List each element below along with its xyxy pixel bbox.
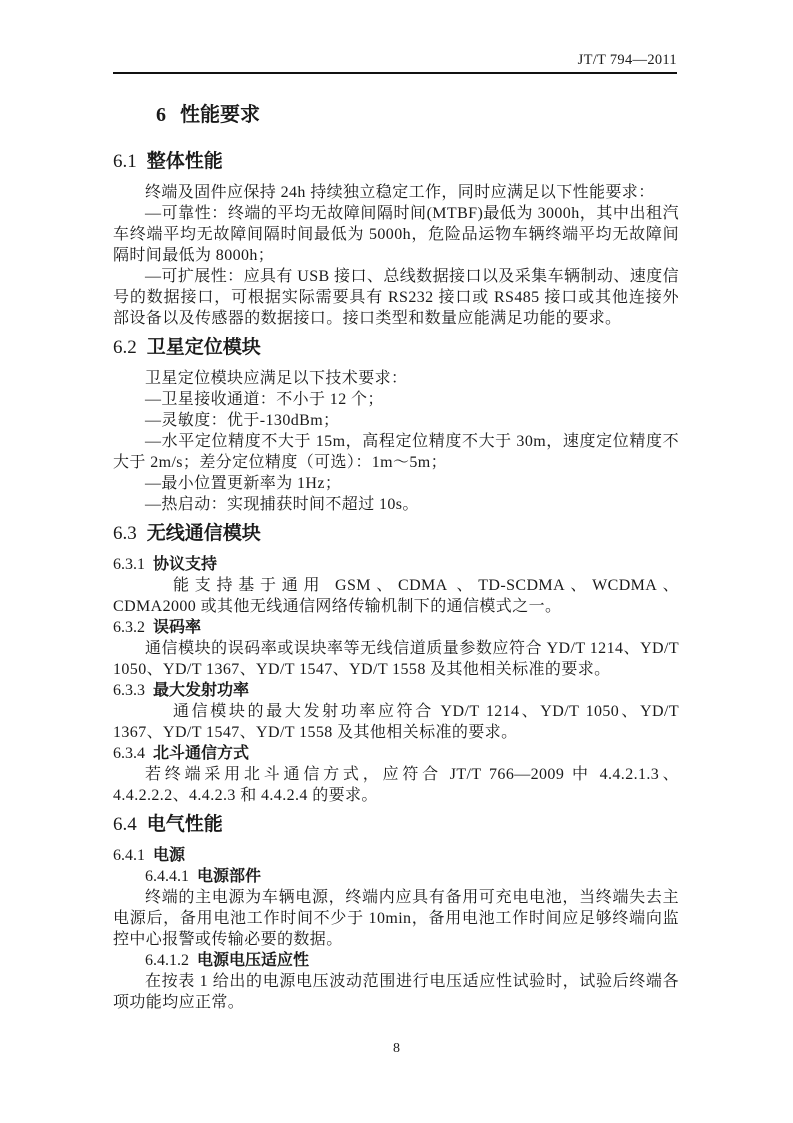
subsection-heading-6-4-1 (113, 845, 679, 866)
section-title: 卫星定位模块 (146, 337, 261, 358)
page-number: 8 (393, 1041, 400, 1056)
subsection-title: 误码率 (153, 619, 202, 636)
section-number: 6.4 (113, 814, 137, 835)
subsection-number: 6.3.1 (113, 556, 145, 573)
section-title: 整体性能 (146, 151, 223, 172)
paragraph: —可扩展性：应具有 USB 接口、总线数据接口以及采集车辆制动、速度信号的数据接口，可根据实际需要具有 RS232 接口或 RS485 接口或其他连接外部设备以及传感器的数据接口。接口类型和数量应能满足功能的要求。 (113, 268, 679, 327)
subsection-title: 电源 (153, 847, 186, 864)
section-title: 电气性能 (146, 814, 223, 835)
section-heading-6-1 (113, 151, 679, 173)
section-number: 6.1 (113, 151, 137, 172)
subsection-title: 最大发射功率 (153, 682, 250, 699)
list-item-paragraph: —水平定位精度不大于 15m，高程定位精度不大于 30m，速度定位精度不大于 2m/s；差分定位精度（可选）：1m～5m； (113, 433, 679, 471)
paragraph: 终端及固件应保持 24h 持续独立稳定工作，同时应满足以下性能要求： (145, 184, 655, 201)
list-item-paragraph: —热启动：实现捕获时间不超过 10s。 (145, 496, 419, 513)
subsection-number: 6.3.2 (113, 619, 145, 636)
paragraph: 终端的主电源为车辆电源，终端内应具有备用可充电电池，当终端失去主电源后，备用电池工作时间不少于 10min，备用电池工作时间应足够终端向监控中心报警或传输必要的数据。 (113, 889, 679, 948)
subsubsection-heading-6-4-4-1 (113, 866, 679, 887)
paragraph: 卫星定位模块应满足以下技术要求： (145, 370, 408, 387)
chapter-heading (113, 104, 679, 127)
subsection-heading-6-3-3 (113, 680, 679, 701)
section-number: 6.3 (113, 523, 137, 544)
subsubsection-heading-6-4-1-2 (113, 950, 679, 971)
section-heading-6-3 (113, 523, 679, 545)
list-item-paragraph: —最小位置更新率为 1Hz； (145, 475, 342, 492)
subsection-title: 协议支持 (153, 556, 218, 573)
subsection-title: 北斗通信方式 (153, 745, 250, 762)
document-content (113, 96, 679, 1013)
paragraph: 通信模块的误码率或误块率等无线信道质量参数应符合 YD/T 1214、YD/T 1050、YD/T 1367、YD/T 1547、YD/T 1558 及其他相关标准的要求。 (113, 640, 679, 678)
paragraph: —可靠性：终端的平均无故障间隔时间(MTBF)最低为 3000h，其中出租汽车终端平均无故障间隔时间最低为 5000h，危险品运物车辆终端平均无故障间隔时间最低为 8000h； (113, 205, 679, 264)
subsection-heading-6-3-4 (113, 743, 679, 764)
paragraph: 在按表 1 给出的电源电压波动范围进行电压适应性试验时，试验后终端各项功能均应正常。 (113, 973, 679, 1011)
running-header-doc-code: JT/T 794—2011 (577, 52, 677, 68)
subsection-number: 6.4.1 (113, 847, 145, 864)
section-heading-6-4 (113, 814, 679, 836)
section-title: 无线通信模块 (146, 523, 261, 544)
subsubsection-title: 电源部件 (197, 868, 262, 885)
paragraph: 能支持基于通用 GSM、CDMA 、TD-SCDMA、WCDMA、CDMA2000 或其他无线通信网络传输机制下的通信模式之一。 (113, 577, 679, 615)
section-heading-6-2 (113, 337, 679, 359)
chapter-title: 性能要求 (180, 104, 260, 126)
section-number: 6.2 (113, 337, 137, 358)
subsection-heading-6-3-1 (113, 554, 679, 575)
header-rule (113, 72, 677, 74)
chapter-number: 6 (156, 104, 166, 126)
list-item-paragraph: —灵敏度：优于-130dBm； (145, 412, 340, 429)
subsubsection-number: 6.4.1.2 (145, 952, 189, 969)
subsection-number: 6.3.4 (113, 745, 145, 762)
paragraph: 通信模块的最大发射功率应符合 YD/T 1214、YD/T 1050、YD/T 1367、YD/T 1547、YD/T 1558 及其他相关标准的要求。 (113, 703, 679, 741)
subsubsection-title: 电源电压适应性 (197, 952, 310, 969)
paragraph: 若终端采用北斗通信方式，应符合 JT/T 766—2009 中 4.4.2.1.3、4.4.2.2.2、4.4.2.3 和 4.4.2.4 的要求。 (113, 766, 679, 804)
subsection-heading-6-3-2 (113, 617, 679, 638)
subsection-number: 6.3.3 (113, 682, 145, 699)
list-item-paragraph: —卫星接收通道：不小于 12 个； (145, 391, 384, 408)
subsubsection-number: 6.4.4.1 (145, 868, 189, 885)
